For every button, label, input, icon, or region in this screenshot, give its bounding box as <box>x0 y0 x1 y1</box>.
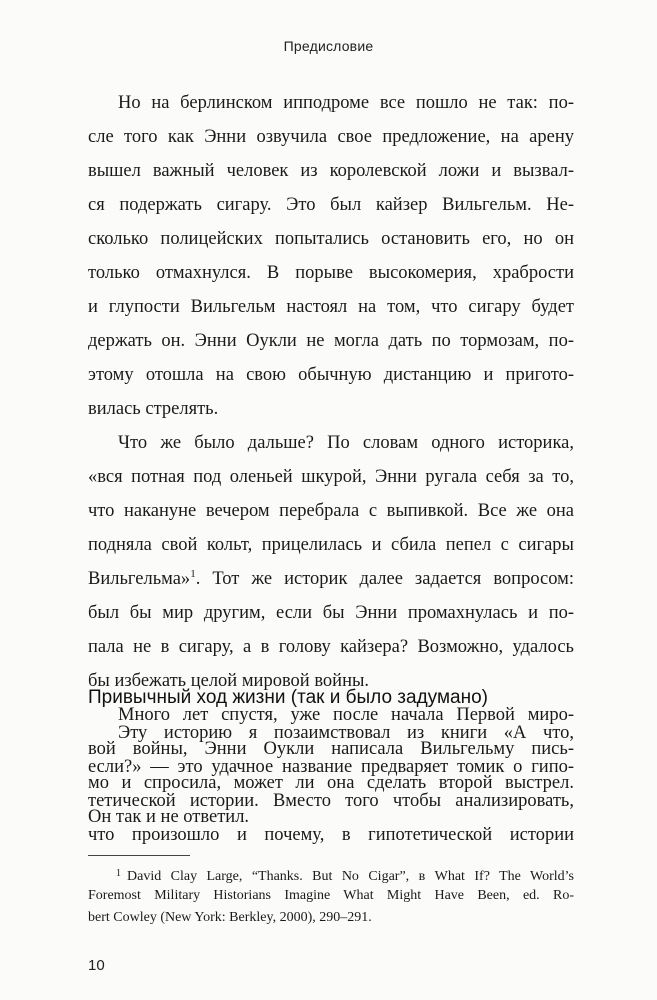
text-line-part: Вильгельма» <box>88 569 191 589</box>
footnote <box>88 863 574 929</box>
footnote-line: bert Cowley (New York: Berkley, 2000), 290–291. <box>88 910 372 925</box>
text-line: вой войны, Энни Оукли написала Вильгельму пись- <box>88 739 574 759</box>
text-line: если?» — это удачное название предваряет томик о гипо- <box>88 757 574 777</box>
text-line: что произошло и почему, в гипотетической истории <box>88 825 574 845</box>
running-head: Предисловие <box>283 38 374 54</box>
text-line: Что же было дальше? По словам одного историка, <box>118 433 574 453</box>
text-line: вышел важный человек из королевской ложи и вызвал- <box>88 161 574 181</box>
section-heading: Привычный ход жизни (так и было задумано) <box>88 687 488 708</box>
text-line: этому отошла на свою обычную дистанцию и пригото- <box>88 365 574 385</box>
footnote-number: 1 <box>116 868 121 879</box>
text-line-with-footnote-ref <box>88 562 574 596</box>
text-line: сколько полицейских попытались остановить его, но он <box>88 229 574 249</box>
footnote-text: David Clay Large, “Thanks. But No Cigar”, в What If? The World’s <box>127 869 574 884</box>
text-line: ся подержать сигару. Это был кайзер Вильгельм. Не- <box>88 195 574 215</box>
footnote-reference[interactable]: 1 <box>190 567 196 580</box>
text-line: Много лет спустя, уже после начала Первой миро- <box>118 705 574 725</box>
text-line: Он так и не ответил. <box>88 807 250 827</box>
text-line: подняла свой кольт, прицелилась и сбила пепел с сигары <box>88 535 574 555</box>
text-line: бы избежать целой мировой войны. <box>88 671 370 691</box>
page-number: 10 <box>88 957 105 974</box>
text-line: вилась стрелять. <box>88 399 219 419</box>
footnote-line: Foremost Military Historians Imagine What Might Have Been, ed. Ro- <box>88 888 574 903</box>
text-line: что накануне вечером перебрала с выпивкой. Все же она <box>88 501 574 521</box>
text-line: держать он. Энни Оукли не могла дать по тормозам, по- <box>88 331 574 351</box>
text-line: Но на берлинском ипподроме все пошло не так: по- <box>118 93 574 113</box>
text-line: «вся потная под оленьей шкурой, Энни ругала себя за то, <box>88 467 574 487</box>
text-line: Эту историю я позаимствовал из книги «А что, <box>118 723 574 743</box>
text-line: был бы мир другим, если бы Энни промахнулась и по- <box>88 603 574 623</box>
text-line: пала не в сигару, а в голову кайзера? Возможно, удалось <box>88 637 574 657</box>
footnote-line <box>88 863 574 885</box>
body-text-2 <box>88 716 574 852</box>
text-line-part: . Тот же историк далее задается вопросом: <box>195 569 574 589</box>
text-line: только отмахнулся. В порыве высокомерия, храбрости <box>88 263 574 283</box>
text-line: сле того как Энни озвучила свое предложение, на арену <box>88 127 574 147</box>
text-line: тетической истории. Вместо того чтобы анализировать, <box>88 791 574 811</box>
footnote-divider <box>88 855 190 856</box>
text-line: и глупости Вильгельм настоял на том, что сигару будет <box>88 297 574 317</box>
text-line: мо и спросила, может ли она сделать второй выстрел. <box>88 773 574 793</box>
